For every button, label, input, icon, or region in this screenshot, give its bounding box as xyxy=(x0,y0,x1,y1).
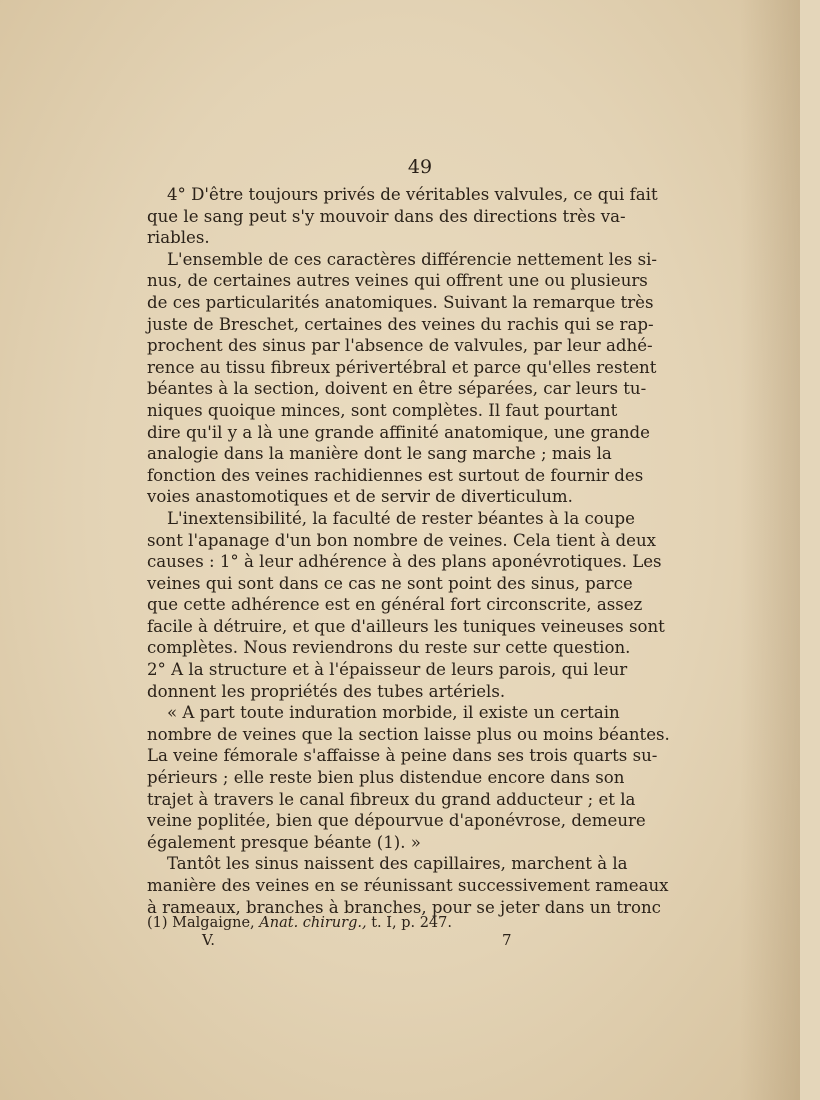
text-line: trajet à travers le canal fibreux du grand adducteur ; et la xyxy=(147,789,636,809)
text-line: sont l'apanage d'un bon nombre de veines. Cela tient à deux xyxy=(147,530,657,550)
footnote-author: Malgaigne, xyxy=(172,915,255,931)
text-line: juste de Breschet, certaines des veines du rachis qui se rap- xyxy=(147,314,654,334)
text-line: fonction des veines rachidiennes est surtout de fournir des xyxy=(147,465,644,485)
signature-mark: V. xyxy=(202,931,215,949)
text-line: facile à détruire, et que d'ailleurs les tuniques veineuses sont xyxy=(147,616,665,636)
text-line: complètes. Nous reviendrons du reste sur cette question. xyxy=(147,638,631,658)
text-line: riables. xyxy=(147,228,210,248)
text-line: niques quoique minces, sont complètes. Il faut pourtant xyxy=(147,400,618,420)
text-line: La veine fémorale s'affaisse à peine dans ses trois quarts su- xyxy=(147,746,658,766)
text-line: donnent les propriétés des tubes artériels. xyxy=(147,681,506,701)
text-line: 4° D'être toujours privés de véritables valvules, ce qui fait xyxy=(167,185,658,204)
text-line: nus, de certaines autres veines qui offrent une ou plusieurs xyxy=(147,271,648,291)
text-line: 2° A la structure et à l'épaisseur de leurs parois, qui leur xyxy=(147,660,628,680)
text-line: « A part toute induration morbide, il existe un certain xyxy=(167,703,620,723)
text-line: à rameaux, branches à branches, pour se jeter dans un tronc xyxy=(147,897,661,917)
text-line: que cette adhérence est en général fort circonscrite, assez xyxy=(147,595,643,615)
text-line: béantes à la section, doivent en être séparées, car leurs tu- xyxy=(147,379,647,399)
footnote-title: Anat. chirurg., xyxy=(259,915,367,931)
footnote xyxy=(147,913,567,933)
text-line: que le sang peut s'y mouvoir dans des directions très va- xyxy=(147,206,626,226)
text-line: voies anastomotiques et de servir de diverticulum. xyxy=(147,487,573,507)
body-text xyxy=(147,184,670,918)
text-line: L'inextensibilité, la faculté de rester béantes à la coupe xyxy=(167,508,635,528)
text-line: Tantôt les sinus naissent des capillaires, marchent à la xyxy=(167,854,628,874)
text-line: manière des veines en se réunissant successivement rameaux xyxy=(147,876,669,895)
text-line: dire qu'il y a là une grande affinité anatomique, une grande xyxy=(147,422,650,442)
page-number: 49 xyxy=(407,156,433,178)
text-line: causes : 1° à leur adhérence à des plans aponévrotiques. Les xyxy=(147,552,662,572)
text-line: périeurs ; elle reste bien plus distendue encore dans son xyxy=(147,768,625,788)
text-line: nombre de veines que la section laisse plus ou moins béantes. xyxy=(147,724,670,744)
footnote-reference: t. I, p. 247. xyxy=(371,915,452,931)
text-line: prochent des sinus par l'absence de valvules, par leur adhé- xyxy=(147,336,653,356)
text-line: également presque béante (1). » xyxy=(147,832,421,852)
text-line: veine poplitée, bien que dépourvue d'aponévrose, demeure xyxy=(147,811,646,831)
footnote-marker: (1) xyxy=(147,915,168,931)
text-line: L'ensemble de ces caractères différencie nettement les si- xyxy=(167,249,658,269)
text-line: veines qui sont dans ce cas ne sont point des sinus, parce xyxy=(147,573,633,593)
text-line: rence au tissu fibreux périvertébral et parce qu'elles restent xyxy=(147,357,657,377)
signature-number: 7 xyxy=(502,931,512,949)
text-line: de ces particularités anatomiques. Suivant la remarque très xyxy=(147,292,654,312)
text-line: analogie dans la manière dont le sang marche ; mais la xyxy=(147,444,612,464)
